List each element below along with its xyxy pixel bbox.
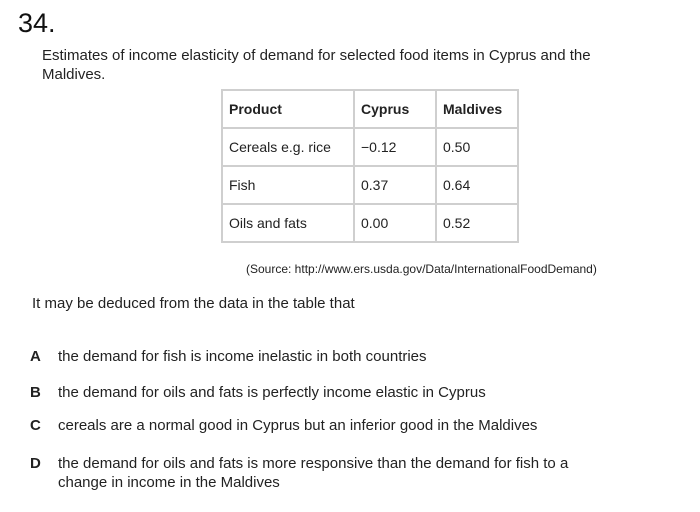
header-product: Product bbox=[222, 90, 354, 128]
question-number: 34. bbox=[18, 8, 56, 38]
option-letter: C bbox=[30, 417, 41, 434]
table-header-row bbox=[222, 90, 518, 128]
cell-cyprus: 0.00 bbox=[354, 204, 436, 242]
option-b[interactable] bbox=[30, 383, 486, 402]
source-citation: (Source: http://www.ers.usda.gov/Data/InternationalFoodDemand) bbox=[246, 262, 597, 276]
cell-maldives: 0.64 bbox=[436, 166, 518, 204]
table-row bbox=[222, 128, 518, 166]
option-letter: A bbox=[30, 348, 41, 365]
option-text: the demand for fish is income inelastic in both countries bbox=[58, 348, 427, 365]
cell-cyprus: −0.12 bbox=[354, 128, 436, 166]
elasticity-table bbox=[221, 89, 519, 243]
cell-cyprus: 0.37 bbox=[354, 166, 436, 204]
cell-maldives: 0.52 bbox=[436, 204, 518, 242]
question-intro: Estimates of income elasticity of demand for selected food items in Cyprus and the Maldives. bbox=[42, 47, 591, 83]
question-stem: It may be deduced from the data in the table that bbox=[32, 295, 355, 312]
option-letter: B bbox=[30, 384, 41, 401]
option-c[interactable] bbox=[30, 416, 537, 435]
header-maldives: Maldives bbox=[436, 90, 518, 128]
header-cyprus: Cyprus bbox=[354, 90, 436, 128]
cell-product: Cereals e.g. rice bbox=[222, 128, 354, 166]
table-row bbox=[222, 204, 518, 242]
option-text: cereals are a normal good in Cyprus but an inferior good in the Maldives bbox=[58, 417, 538, 434]
cell-product: Oils and fats bbox=[222, 204, 354, 242]
option-a[interactable] bbox=[30, 347, 427, 366]
table-row bbox=[222, 166, 518, 204]
cell-product: Fish bbox=[222, 166, 354, 204]
option-d[interactable] bbox=[30, 454, 618, 492]
cell-maldives: 0.50 bbox=[436, 128, 518, 166]
option-text: the demand for oils and fats is perfectly income elastic in Cyprus bbox=[58, 384, 486, 401]
option-letter: D bbox=[30, 455, 41, 472]
option-text: the demand for oils and fats is more responsive than the demand for fish to a change in income in the Maldives bbox=[58, 455, 569, 491]
